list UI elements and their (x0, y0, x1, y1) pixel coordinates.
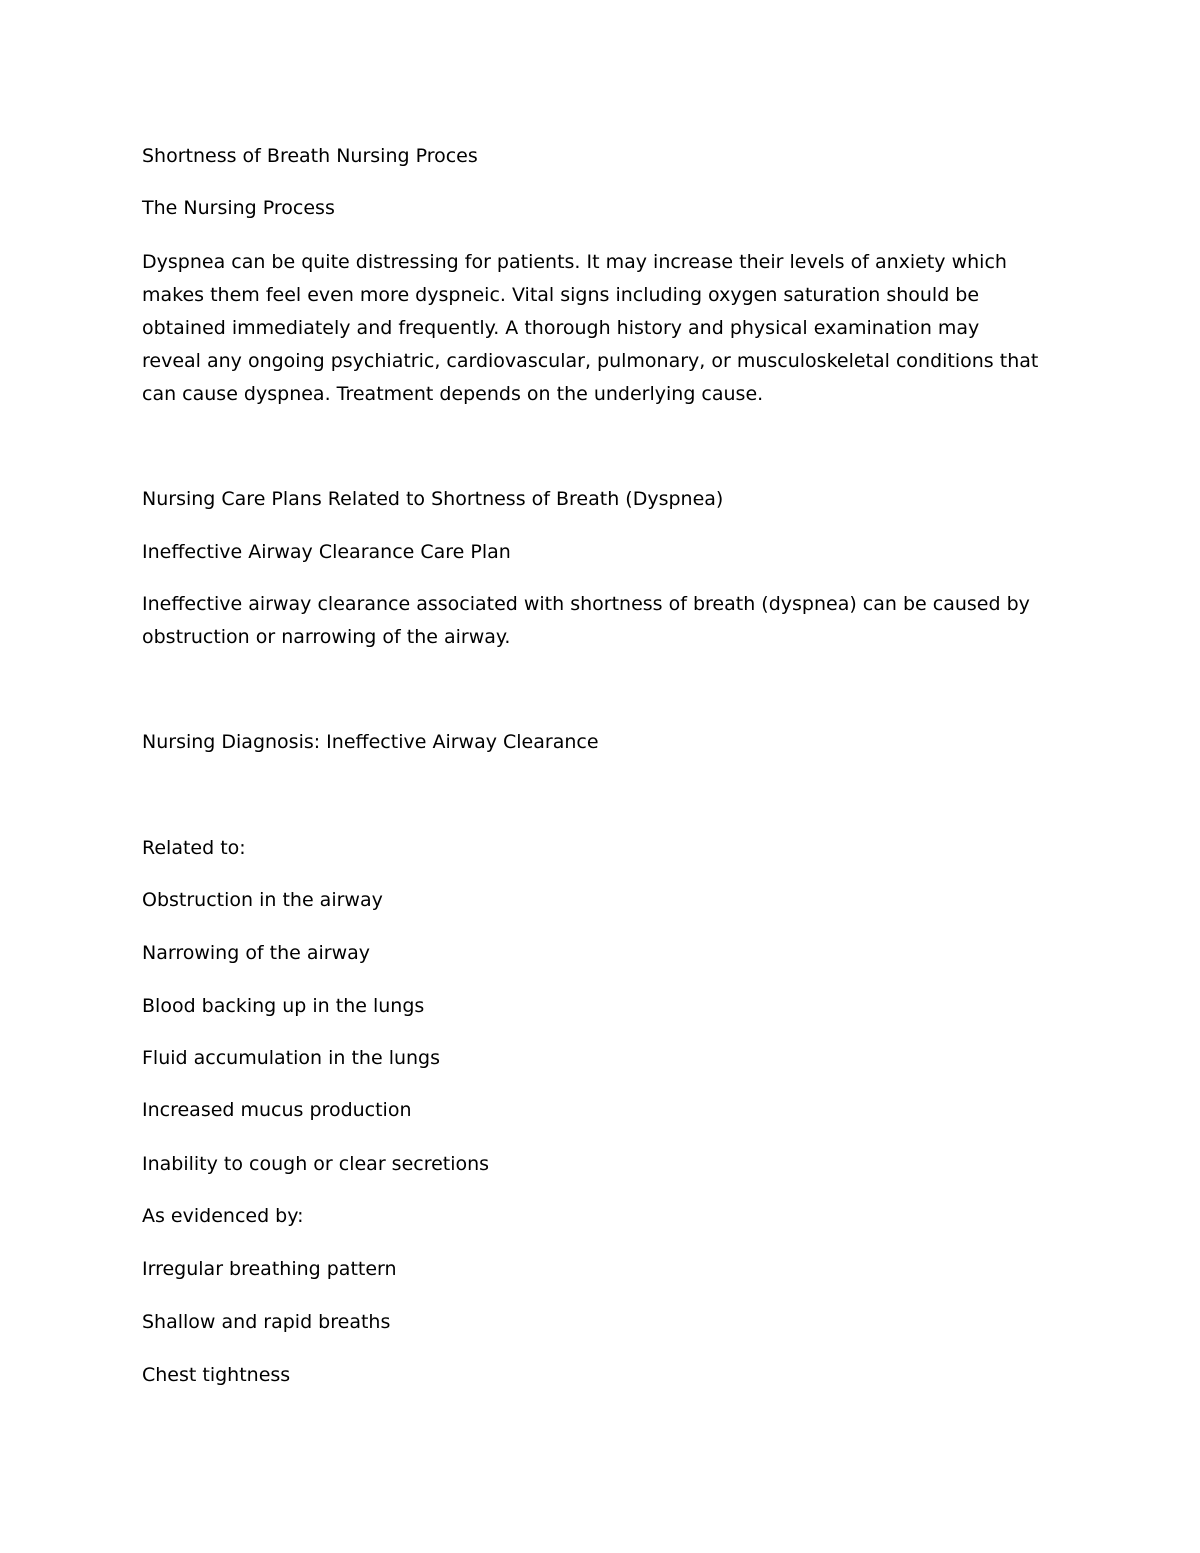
list-item: Obstruction in the airway (142, 889, 383, 911)
list-item: Shallow and rapid breaths (142, 1311, 391, 1333)
intro-paragraph-line: reveal any ongoing psychiatric, cardiovascular, pulmonary, or musculoskeletal conditions that (142, 350, 1039, 372)
list-item: Fluid accumulation in the lungs (142, 1047, 441, 1069)
care-plans-heading: Nursing Care Plans Related to Shortness of Breath (Dyspnea) (142, 488, 724, 510)
list-item: Irregular breathing pattern (142, 1258, 397, 1280)
intro-paragraph-line: makes them feel even more dyspneic. Vital signs including oxygen saturation should be (142, 284, 980, 306)
care-plan-title: Ineffective Airway Clearance Care Plan (142, 541, 511, 563)
intro-paragraph-line: can cause dyspnea. Treatment depends on the underlying cause. (142, 383, 764, 405)
list-item: Blood backing up in the lungs (142, 995, 425, 1017)
list-item: Narrowing of the airway (142, 942, 371, 964)
intro-paragraph-line: obtained immediately and frequently. A thorough history and physical examination may (142, 317, 980, 339)
evidenced-by-label: As evidenced by: (142, 1205, 304, 1227)
list-item: Increased mucus production (142, 1099, 412, 1121)
document-title: Shortness of Breath Nursing Proces (142, 145, 478, 167)
intro-paragraph-line: Dyspnea can be quite distressing for patients. It may increase their levels of anxiety which (142, 251, 1007, 273)
related-to-label: Related to: (142, 837, 246, 859)
list-item: Chest tightness (142, 1364, 291, 1386)
list-item: Inability to cough or clear secretions (142, 1153, 490, 1175)
section-subtitle: The Nursing Process (142, 197, 335, 219)
nursing-diagnosis: Nursing Diagnosis: Ineffective Airway Clearance (142, 731, 599, 753)
care-plan-paragraph-line: obstruction or narrowing of the airway. (142, 626, 511, 648)
care-plan-paragraph-line: Ineffective airway clearance associated with shortness of breath (dyspnea) can be caused by (142, 593, 1030, 615)
